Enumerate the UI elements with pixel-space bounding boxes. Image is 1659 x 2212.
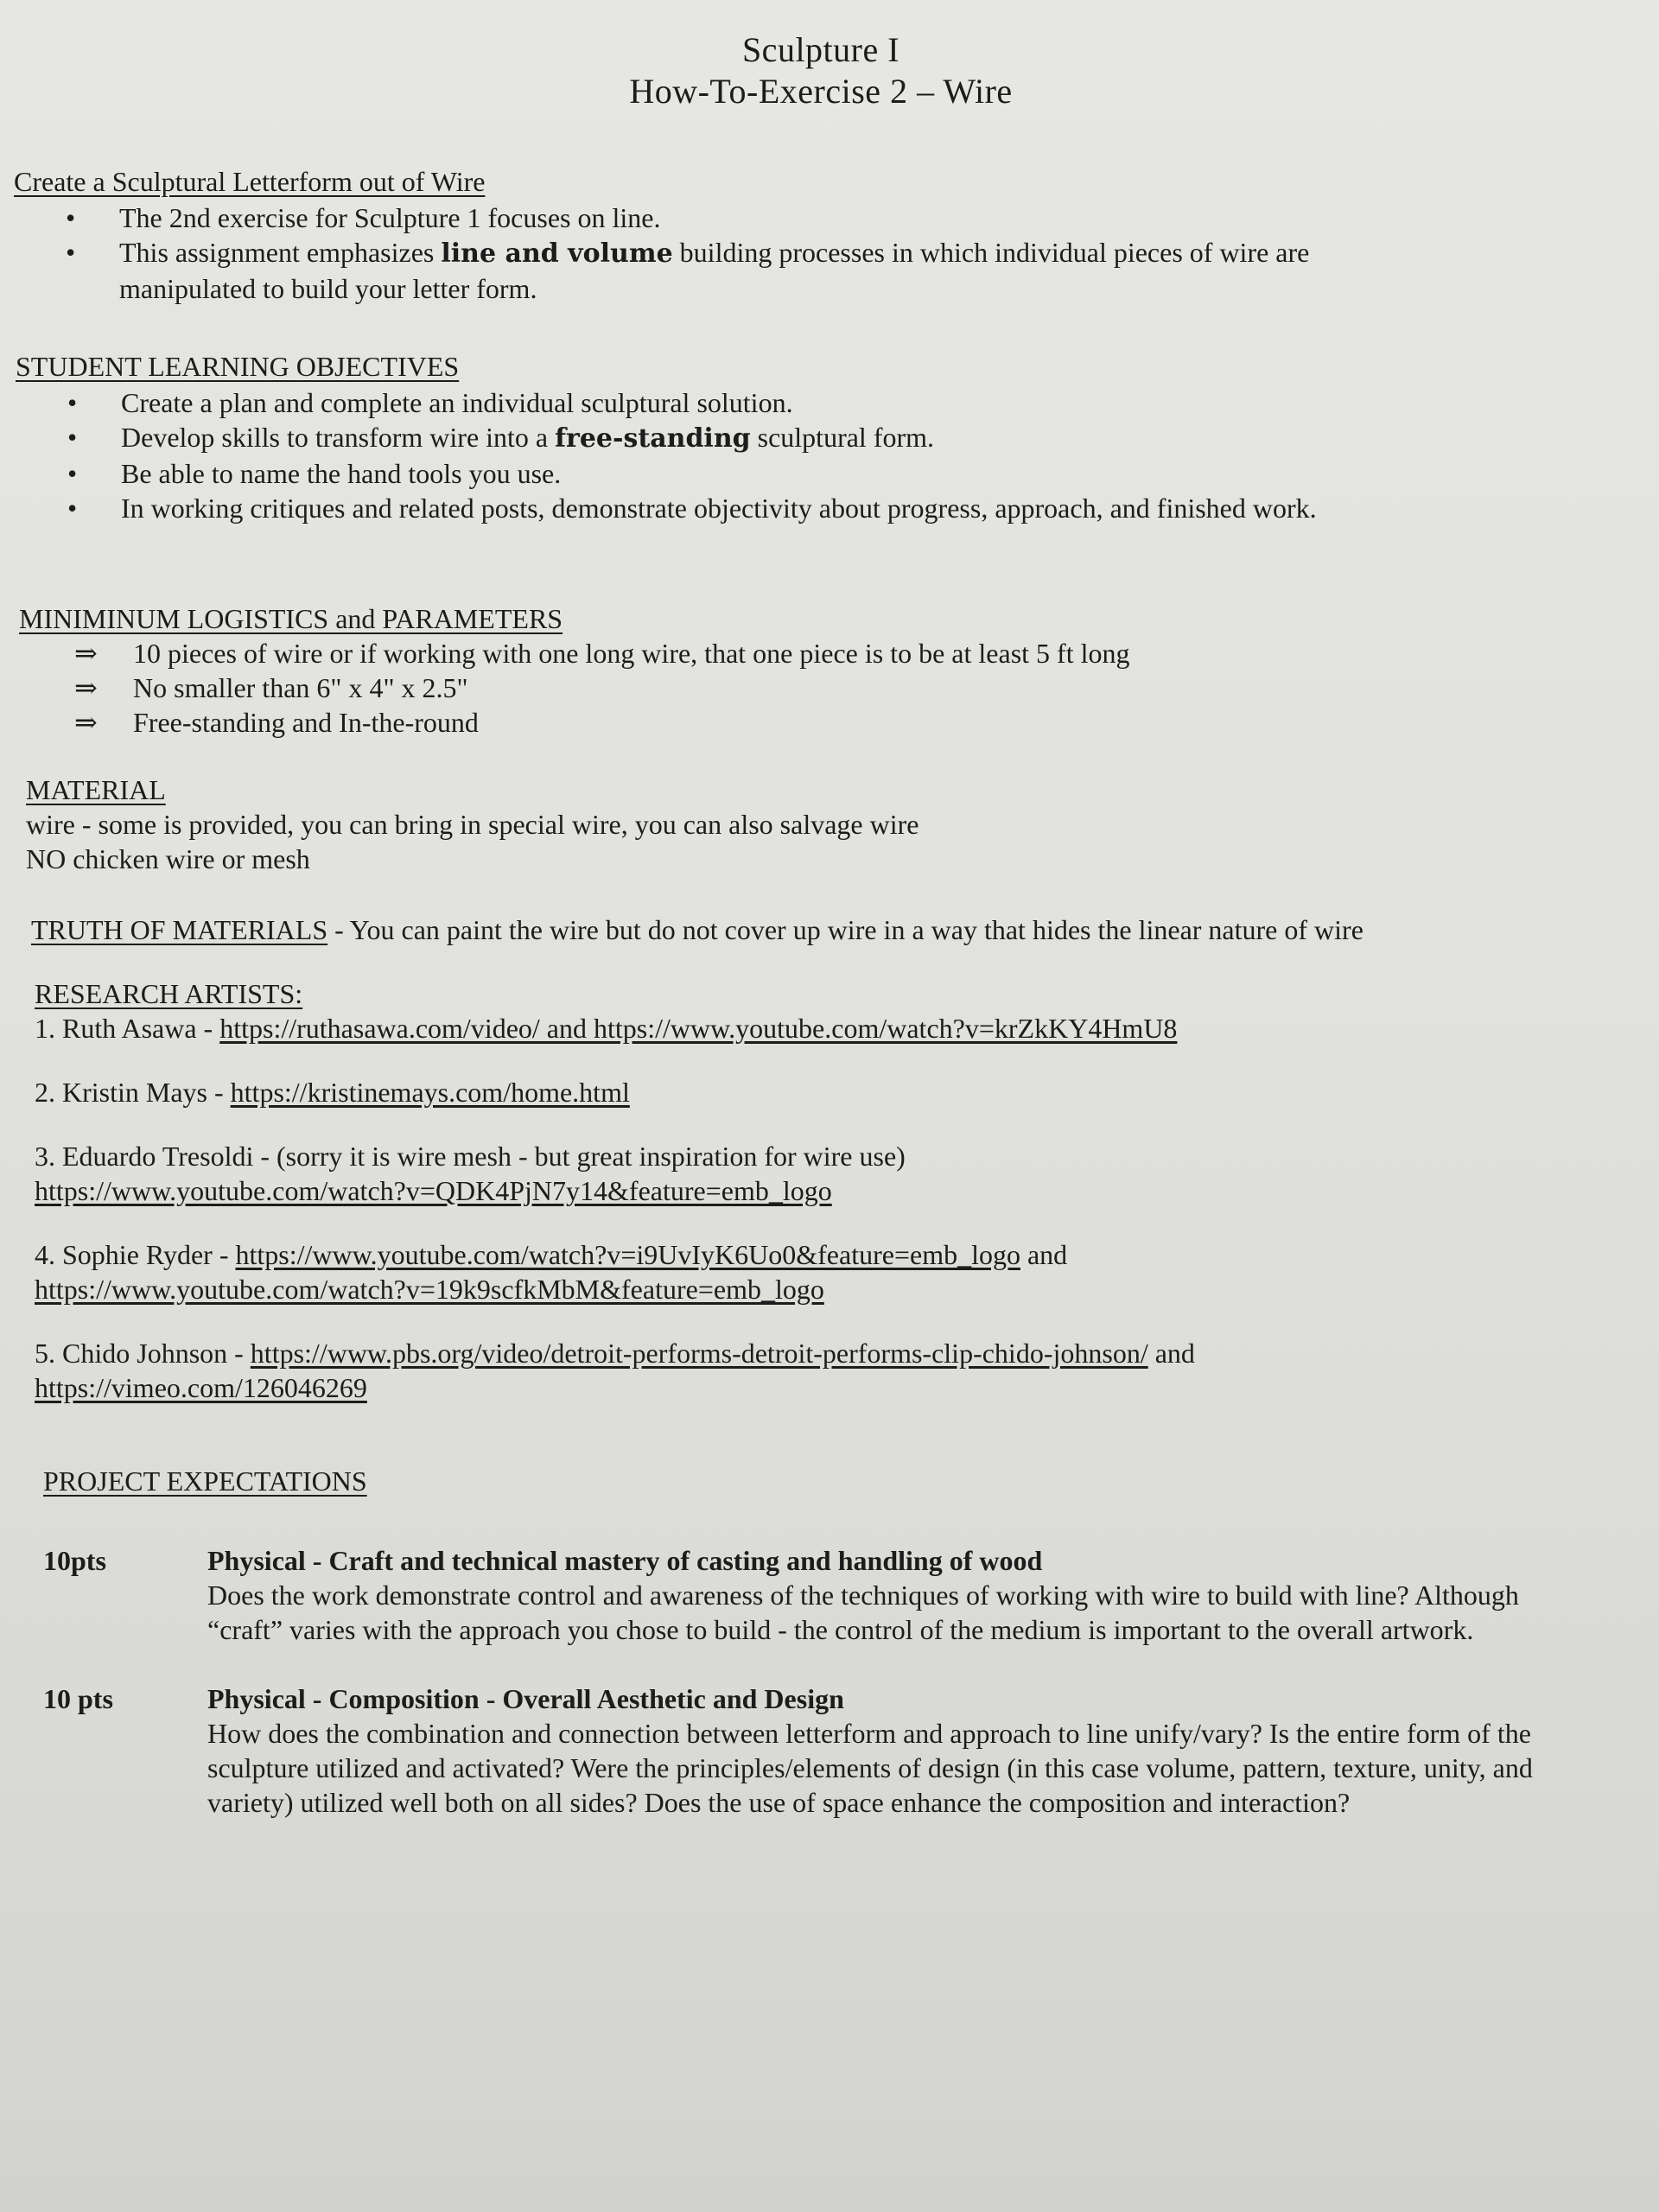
bullet-dot-icon: • [67, 458, 78, 489]
truth-section [31, 912, 1656, 947]
expectation-item [43, 1543, 1581, 1647]
bullet-dot-icon: • [66, 237, 76, 268]
artist-entry [35, 1011, 1382, 1046]
artist-link[interactable]: https://vimeo.com/126046269 [35, 1372, 367, 1403]
expectations-section [43, 1464, 1581, 1854]
artist-label: 4. Sophie Ryder - [35, 1239, 236, 1270]
bullet-dot-icon: • [67, 387, 78, 418]
material-line: NO chicken wire or mesh [26, 843, 310, 874]
material-heading: MATERIAL [26, 774, 166, 805]
intro-bullet: • The 2nd exercise for Sculpture 1 focuses on line. [66, 202, 661, 233]
expectation-title: Physical - Craft and technical mastery of casting and handling of wood [207, 1545, 1043, 1576]
artist-entry [35, 1075, 1382, 1109]
points-label: 10 pts [43, 1683, 113, 1714]
logistics-heading: MINIMINUM LOGISTICS and PARAMETERS [19, 603, 563, 634]
material-line: wire - some is provided, you can bring in special wire, you can also salvage wire [26, 809, 919, 840]
intro-bullet: • This assignment emphasizes line and volume building processes in which individual pieces of wire are manipulated to build your letter form. [66, 237, 1310, 304]
artist-label: 1. Ruth Asawa - [35, 1013, 220, 1044]
expectations-heading: PROJECT EXPECTATIONS [43, 1465, 367, 1497]
points-label: 10pts [43, 1545, 106, 1576]
bullet-dot-icon: • [67, 493, 78, 524]
logistics-item: ⇒ No smaller than 6" x 4" x 2.5" [74, 672, 468, 703]
document-subtitle: How-To-Exercise 2 – Wire [629, 72, 1013, 111]
artist-label: 2. Kristin Mays - [35, 1077, 231, 1108]
objective-bullet: • Create a plan and complete an individual sculptural solution. [67, 387, 793, 418]
artist-label: 3. Eduardo Tresoldi - (sorry it is wire mesh - but great inspiration for wire use) [35, 1141, 906, 1172]
expectation-text: Does the work demonstrate control and awareness of the techniques of working with wire to build with line? Although “craft” varies with the approach you chose to build - the control of the medium is important to the overall artwork. [207, 1580, 1519, 1645]
intro-heading: Create a Sculptural Letterform out of Wire [14, 166, 486, 197]
artist-label: 5. Chido Johnson - [35, 1338, 251, 1369]
research-heading: RESEARCH ARTISTS: [35, 978, 303, 1009]
artist-link[interactable]: https://www.youtube.com/watch?v=QDK4PjN7y14&feature=emb_logo [35, 1175, 832, 1206]
artist-link[interactable]: https://www.pbs.org/video/detroit-performs-detroit-performs-clip-chido-johnson/ [250, 1338, 1148, 1369]
objectives-heading: STUDENT LEARNING OBJECTIVES [16, 351, 460, 382]
title-block [0, 29, 1642, 112]
intro-section [14, 164, 1431, 306]
document-title: Sculpture I [741, 30, 900, 69]
double-arrow-icon: ⇒ [74, 638, 98, 669]
truth-text: - You can paint the wire but do not cover up wire in a way that hides the linear nature of wire [327, 914, 1363, 945]
artist-entry [35, 1139, 1002, 1208]
logistics-item: ⇒ Free-standing and In-the-round [74, 707, 479, 738]
logistics-list [19, 636, 1488, 740]
artist-entry: 4. Sophie Ryder - https://www.youtube.com/watch?v=i9UvIyK6Uo0&feature=emb_logo and https://www.youtube.com/watch?v=19k9scfkMbM&feature=emb_logo [35, 1239, 1068, 1305]
logistics-item: ⇒ 10 pieces of wire or if working with one long wire, that one piece is to be at least 5 ft long [74, 638, 1130, 669]
logistics-section [19, 601, 1488, 740]
objectives-bullet-list [16, 385, 1467, 525]
objective-bullet: • Develop skills to transform wire into a free-standing sculptural form. [67, 422, 935, 454]
expectation-item [43, 1681, 1581, 1820]
double-arrow-icon: ⇒ [74, 672, 98, 703]
truth-heading: TRUTH OF MATERIALS [31, 914, 328, 945]
objectives-section [16, 349, 1467, 525]
bullet-dot-icon: • [66, 202, 76, 233]
expectation-text: How does the combination and connection between letterform and approach to line unify/vary? Is the entire form of the sculpture utilized and activated? Were the principles/elements of design (in this case volume, pattern, texture, unity, and variety) utilized well both on all sides? Does the use of space enhance the composition and interaction? [207, 1718, 1533, 1818]
artist-entry: 5. Chido Johnson - https://www.pbs.org/video/detroit-performs-detroit-performs-clip-chido-johnson/ and https://vimeo.com/126046269 [35, 1338, 1195, 1403]
artist-link[interactable]: https://www.youtube.com/watch?v=19k9scfkMbM&feature=emb_logo [35, 1274, 824, 1305]
material-section [26, 772, 1495, 876]
objective-bullet: • Be able to name the hand tools you use. [67, 458, 562, 489]
objective-bullet: • In working critiques and related posts, demonstrate objectivity about progress, approach, and finished work. [67, 493, 1317, 524]
artist-link[interactable]: https://ruthasawa.com/video/ and https://www.youtube.com/watch?v=krZkKY4HmU8 [219, 1013, 1178, 1044]
expectation-body [207, 1681, 1581, 1820]
intro-bullet-list [14, 200, 1431, 306]
expectation-title: Physical - Composition - Overall Aesthetic and Design [207, 1683, 844, 1714]
artist-link[interactable]: https://kristinemays.com/home.html [230, 1077, 630, 1108]
expectation-body [207, 1543, 1581, 1647]
bullet-dot-icon: • [67, 422, 78, 453]
artist-link[interactable]: https://www.youtube.com/watch?v=i9UvIyK6Uo0&feature=emb_logo [235, 1239, 1020, 1270]
double-arrow-icon: ⇒ [74, 707, 98, 738]
research-section [35, 976, 1382, 1434]
